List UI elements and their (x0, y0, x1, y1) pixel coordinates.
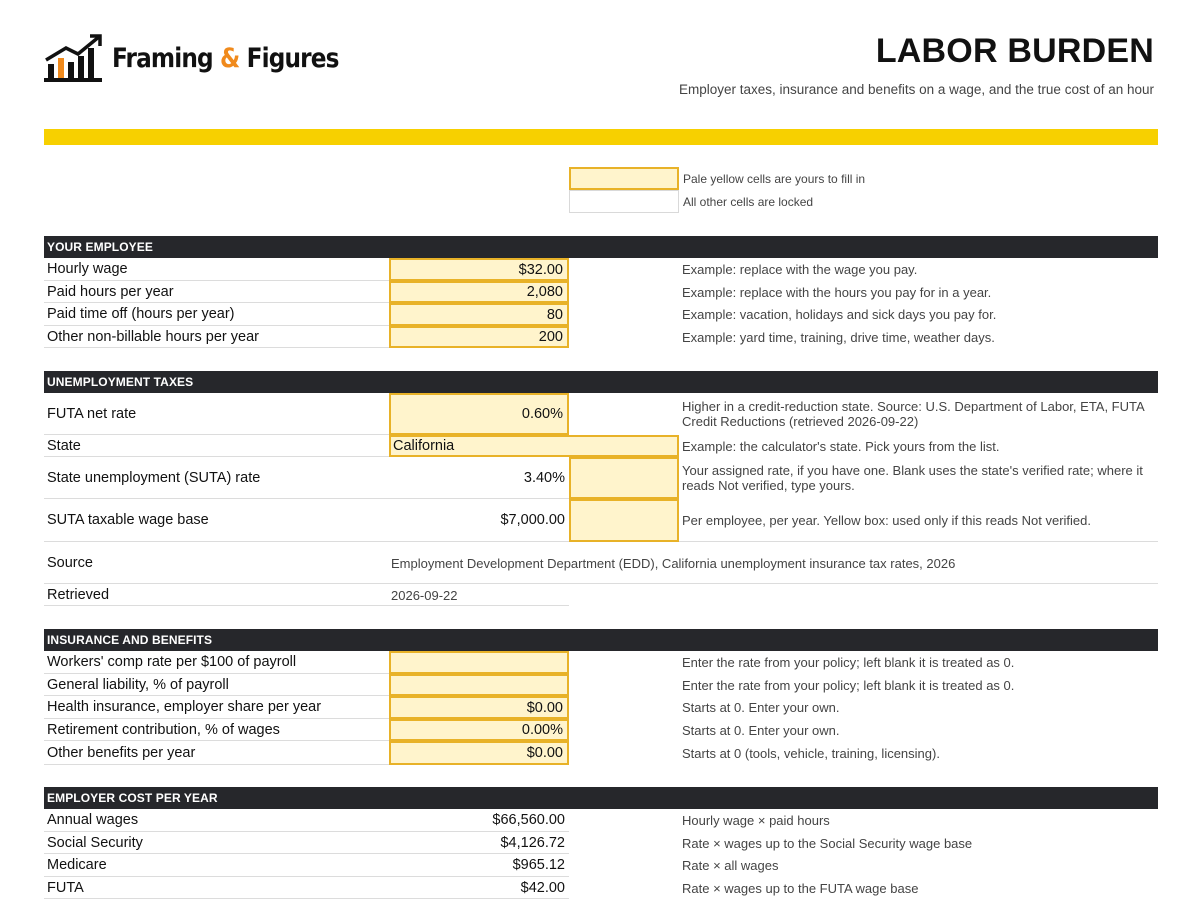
other-benefits-note: Starts at 0 (tools, vehicle, training, licensing). (682, 745, 940, 761)
hourly-wage-label: Hourly wage (44, 258, 389, 281)
annual-wages-label: Annual wages (44, 809, 389, 832)
section-unemployment-taxes: UNEMPLOYMENT TAXES (44, 371, 1158, 393)
section-your-employee: YOUR EMPLOYEE (44, 236, 1158, 258)
bar-chart-house-icon (44, 34, 102, 82)
page-title: LABOR BURDEN (875, 32, 1154, 70)
legend-locked-text: All other cells are locked (683, 195, 814, 209)
non-billable-hours-label: Other non-billable hours per year (44, 326, 389, 348)
retirement-note: Starts at 0. Enter your own. (682, 722, 840, 738)
suta-rate-override-input[interactable] (569, 457, 679, 499)
retrieved-label: Retrieved (44, 584, 389, 606)
paid-time-off-note: Example: vacation, holidays and sick days you pay for. (682, 307, 997, 322)
medicare-label: Medicare (44, 854, 389, 877)
general-liability-label: General liability, % of payroll (44, 674, 389, 696)
suta-wage-base-label: SUTA taxable wage base (44, 499, 389, 542)
row-divider (389, 583, 1158, 584)
other-benefits-label: Other benefits per year (44, 741, 389, 765)
suta-wage-base-note: Per employee, per year. Yellow box: used only if this reads Not verified. (682, 513, 1091, 528)
suta-wage-base-override-input[interactable] (569, 499, 679, 542)
brand-logo (44, 34, 376, 82)
legend-input-swatch (569, 167, 679, 190)
legend-input-text: Pale yellow cells are yours to fill in (683, 172, 866, 186)
header-accent-bar (44, 129, 1158, 145)
suta-rate-value: 3.40% (389, 457, 569, 499)
source-label: Source (44, 542, 389, 584)
paid-hours-input[interactable]: 2,080 (389, 281, 569, 303)
suta-rate-label: State unemployment (SUTA) rate (44, 457, 389, 499)
social-security-label: Social Security (44, 832, 389, 854)
medicare-note: Rate × all wages (682, 858, 779, 873)
row-divider (389, 605, 569, 606)
general-liability-input[interactable] (389, 674, 569, 696)
social-security-note: Rate × wages up to the Social Security wage base (682, 835, 973, 851)
health-insurance-note: Starts at 0. Enter your own. (682, 700, 840, 715)
retirement-input[interactable]: 0.00% (389, 719, 569, 741)
workers-comp-input[interactable] (389, 651, 569, 674)
workers-comp-label: Workers' comp rate per $100 of payroll (44, 651, 389, 674)
futa-cost-label: FUTA (44, 877, 389, 899)
state-note: Example: the calculator's state. Pick yours from the list. (682, 438, 1000, 454)
futa-rate-input[interactable]: 0.60% (389, 393, 569, 435)
hourly-wage-note: Example: replace with the wage you pay. (682, 262, 918, 277)
suta-wage-base-value: $7,000.00 (389, 499, 569, 542)
suta-rate-note: Your assigned rate, if you have one. Blank uses the state's verified rate; where it reads Not verified, type yours. (682, 463, 1143, 493)
medicare-value: $965.12 (389, 854, 569, 877)
annual-wages-value: $66,560.00 (389, 809, 569, 832)
state-label: State (44, 435, 389, 457)
health-insurance-input[interactable]: $0.00 (389, 696, 569, 719)
source-value: Employment Development Department (EDD), California unemployment insurance tax rates, 2026 (391, 555, 956, 571)
annual-wages-note: Hourly wage × paid hours (682, 813, 830, 828)
hourly-wage-input[interactable]: $32.00 (389, 258, 569, 281)
futa-cost-value: $42.00 (389, 877, 569, 899)
brand-name: Framing & Figures (112, 42, 339, 74)
paid-time-off-label: Paid time off (hours per year) (44, 303, 389, 326)
non-billable-hours-note: Example: yard time, training, drive time, weather days. (682, 329, 995, 345)
general-liability-note: Enter the rate from your policy; left blank it is treated as 0. (682, 677, 1015, 693)
paid-hours-label: Paid hours per year (44, 281, 389, 303)
futa-cost-note: Rate × wages up to the FUTA wage base (682, 880, 919, 896)
health-insurance-label: Health insurance, employer share per year (44, 696, 389, 719)
paid-time-off-input[interactable]: 80 (389, 303, 569, 326)
workers-comp-note: Enter the rate from your policy; left blank it is treated as 0. (682, 655, 1015, 670)
legend-locked-swatch (569, 190, 679, 213)
state-select[interactable]: California (389, 435, 679, 457)
section-employer-cost: EMPLOYER COST PER YEAR (44, 787, 1158, 809)
paid-hours-note: Example: replace with the hours you pay for in a year. (682, 284, 992, 300)
page-subtitle: Employer taxes, insurance and benefits on a wage, and the true cost of an hour (678, 82, 1154, 97)
other-benefits-input[interactable]: $0.00 (389, 741, 569, 765)
social-security-value: $4,126.72 (389, 832, 569, 854)
section-insurance-benefits: INSURANCE AND BENEFITS (44, 629, 1158, 651)
futa-rate-note: Higher in a credit-reduction state. Source: U.S. Department of Labor, ETA, FUTA Credit Reductions (retrieved 2026-09-22) (682, 399, 1144, 429)
retirement-label: Retirement contribution, % of wages (44, 719, 389, 741)
futa-rate-label: FUTA net rate (44, 393, 389, 435)
non-billable-hours-input[interactable]: 200 (389, 326, 569, 348)
retrieved-value: 2026-09-22 (391, 587, 458, 603)
